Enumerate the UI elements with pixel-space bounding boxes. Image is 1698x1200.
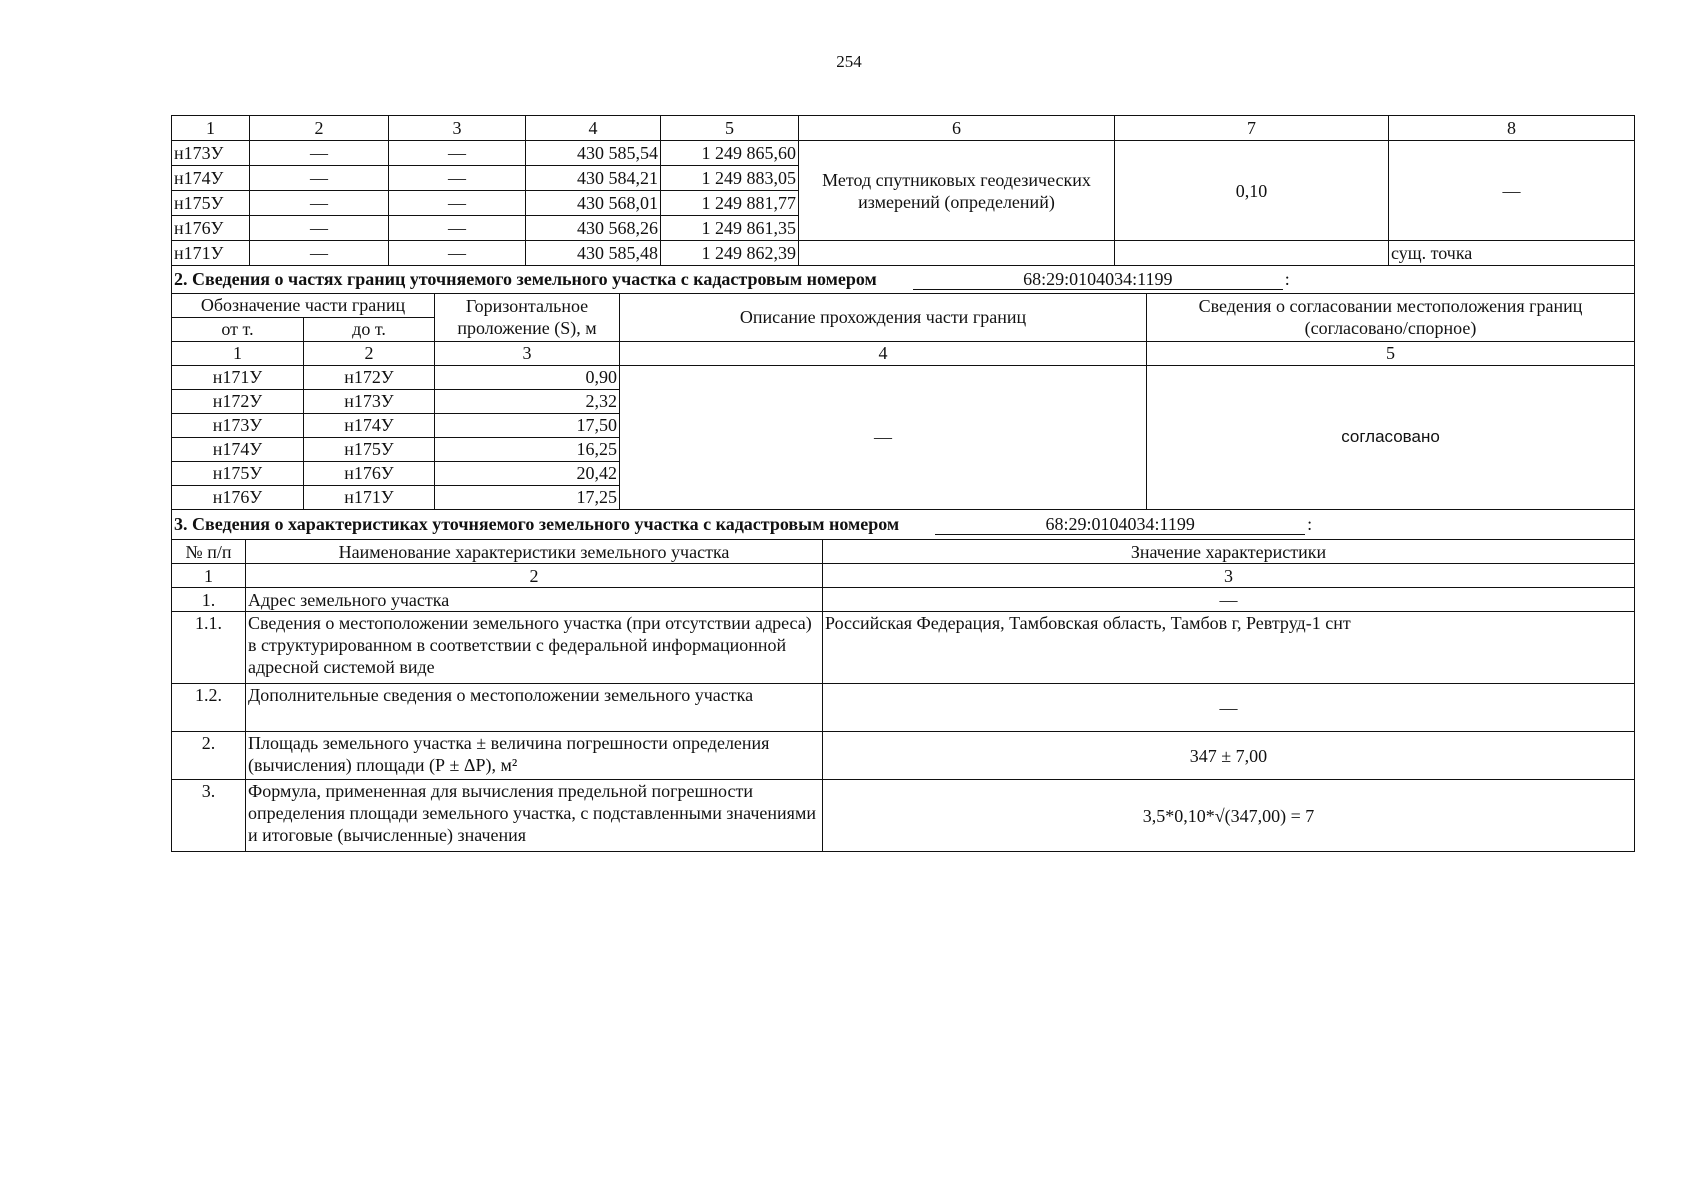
distance: 0,90 <box>435 365 620 389</box>
empty-dash: — <box>389 191 526 216</box>
agreement-value: согласовано <box>1147 365 1635 509</box>
section2-cadastral-number: 68:29:0104034:1199 <box>913 269 1283 290</box>
distance: 17,50 <box>435 413 620 437</box>
col8-dash: — <box>1389 141 1635 241</box>
section2-colon: : <box>1284 269 1290 290</box>
column-number: 2 <box>246 564 823 588</box>
coord-y: 1 249 881,77 <box>661 191 799 216</box>
characteristic-value: — <box>823 684 1635 732</box>
distance: 2,32 <box>435 389 620 413</box>
section2-header-row <box>172 293 1635 317</box>
points-header-cell: 8 <box>1389 116 1635 141</box>
accuracy-cell: 0,10 <box>1115 141 1389 241</box>
point-name: н176У <box>172 216 250 241</box>
section2-title: 2. Сведения о частях границ уточняемого земельного участка с кадастровым номером <box>174 269 877 290</box>
table-row <box>172 365 1635 389</box>
from-point: н176У <box>172 485 304 509</box>
empty-dash: — <box>389 141 526 166</box>
column-number: 1 <box>172 341 304 365</box>
section3-number-row <box>172 564 1635 588</box>
to-point: н174У <box>304 413 435 437</box>
section3-title-row <box>172 510 1635 540</box>
points-header-cell: 6 <box>799 116 1115 141</box>
to-point: н173У <box>304 389 435 413</box>
distance: 16,25 <box>435 437 620 461</box>
num-header: № п/п <box>172 540 246 564</box>
row-number: 1.2. <box>172 684 246 732</box>
coord-x: 430 568,26 <box>526 216 661 241</box>
column-number: 1 <box>172 564 246 588</box>
section2-title-row <box>172 266 1635 293</box>
point-name: н171У <box>172 241 250 266</box>
boundary-parts-table <box>171 266 1635 510</box>
column-number: 3 <box>435 341 620 365</box>
coord-y: 1 249 883,05 <box>661 166 799 191</box>
from-point: н171У <box>172 365 304 389</box>
point-name: н174У <box>172 166 250 191</box>
from-point: н173У <box>172 413 304 437</box>
from-point: н175У <box>172 461 304 485</box>
empty-dash: — <box>250 241 389 266</box>
column-number: 4 <box>620 341 1147 365</box>
description-value: — <box>620 365 1147 509</box>
coord-x: 430 585,54 <box>526 141 661 166</box>
empty-dash: — <box>250 166 389 191</box>
points-header-cell: 7 <box>1115 116 1389 141</box>
from-header: от т. <box>172 317 304 341</box>
coord-y: 1 249 865,60 <box>661 141 799 166</box>
document-sheet <box>171 115 1634 852</box>
coord-x: 430 585,48 <box>526 241 661 266</box>
points-table <box>171 115 1635 266</box>
coord-x: 430 584,21 <box>526 166 661 191</box>
table-row <box>172 684 1635 732</box>
characteristic-value: Российская Федерация, Тамбовская область, Тамбов г, Ревтруд-1 снт <box>823 612 1635 684</box>
coord-x: 430 568,01 <box>526 191 661 216</box>
column-number: 2 <box>304 341 435 365</box>
section3-cadastral-number: 68:29:0104034:1199 <box>935 514 1305 535</box>
section2-number-row <box>172 341 1635 365</box>
table-row <box>172 141 1635 166</box>
points-header-cell: 3 <box>389 116 526 141</box>
table-row <box>172 612 1635 684</box>
characteristics-table <box>171 510 1635 853</box>
table-row <box>172 780 1635 852</box>
to-point: н176У <box>304 461 435 485</box>
point-name: н173У <box>172 141 250 166</box>
part-designation-header: Обозначение части границ <box>172 293 435 317</box>
empty-dash: — <box>389 241 526 266</box>
from-point: н174У <box>172 437 304 461</box>
empty-dash: — <box>250 141 389 166</box>
distance: 20,42 <box>435 461 620 485</box>
to-point: н171У <box>304 485 435 509</box>
table-row <box>172 241 1635 266</box>
description-header: Описание прохождения части границ <box>620 293 1147 341</box>
row-number: 2. <box>172 732 246 780</box>
row-number: 1.1. <box>172 612 246 684</box>
characteristic-name: Площадь земельного участка ± величина погрешности определения (вычисления) площади (Р ± ΔР), м² <box>246 732 823 780</box>
empty-dash: — <box>250 216 389 241</box>
empty-dash: — <box>389 166 526 191</box>
points-header-cell: 2 <box>250 116 389 141</box>
point-name: н175У <box>172 191 250 216</box>
coord-y: 1 249 862,39 <box>661 241 799 266</box>
distance: 17,25 <box>435 485 620 509</box>
characteristic-value: — <box>823 588 1635 612</box>
characteristic-name: Адрес земельного участка <box>246 588 823 612</box>
row-number: 1. <box>172 588 246 612</box>
to-point: н175У <box>304 437 435 461</box>
accuracy-cell-empty <box>1115 241 1389 266</box>
characteristic-value: 3,5*0,10*√(347,00) = 7 <box>823 780 1635 852</box>
existing-point-note: сущ. точка <box>1389 241 1635 266</box>
points-header-cell: 5 <box>661 116 799 141</box>
column-number: 3 <box>823 564 1635 588</box>
points-header-row <box>172 116 1635 141</box>
characteristic-value: 347 ± 7,00 <box>823 732 1635 780</box>
value-header: Значение характеристики <box>823 540 1635 564</box>
section3-title: 3. Сведения о характеристиках уточняемого земельного участка с кадастровым номером <box>174 514 900 535</box>
points-header-cell: 1 <box>172 116 250 141</box>
table-row <box>172 732 1635 780</box>
from-point: н172У <box>172 389 304 413</box>
agreement-header: Сведения о согласовании местоположения границ (согласовано/спорное) <box>1147 293 1635 341</box>
section3-colon: : <box>1307 514 1313 535</box>
method-cell: Метод спутниковых геодезических измерений (определений) <box>799 141 1115 241</box>
characteristic-name: Дополнительные сведения о местоположении земельного участка <box>246 684 823 732</box>
to-header: до т. <box>304 317 435 341</box>
name-header: Наименование характеристики земельного участка <box>246 540 823 564</box>
empty-dash: — <box>250 191 389 216</box>
section2-title-cell <box>172 266 1635 293</box>
to-point: н172У <box>304 365 435 389</box>
points-header-cell: 4 <box>526 116 661 141</box>
empty-dash: — <box>389 216 526 241</box>
horizontal-header: Горизонтальное проложение (S), м <box>435 293 620 341</box>
section3-title-cell <box>172 510 1635 540</box>
page-number: 254 <box>836 52 862 71</box>
coord-y: 1 249 861,35 <box>661 216 799 241</box>
characteristic-name: Формула, примененная для вычисления предельной погрешности определения площади земельного участка, с подставленными значениями и итоговые (вычисленные) значения <box>246 780 823 852</box>
section3-header-row <box>172 540 1635 564</box>
column-number: 5 <box>1147 341 1635 365</box>
row-number: 3. <box>172 780 246 852</box>
characteristic-name: Сведения о местоположении земельного участка (при отсутствии адреса) в структурированном в соответствии с федеральной информационной адресной системой виде <box>246 612 823 684</box>
method-cell-empty <box>799 241 1115 266</box>
table-row <box>172 588 1635 612</box>
